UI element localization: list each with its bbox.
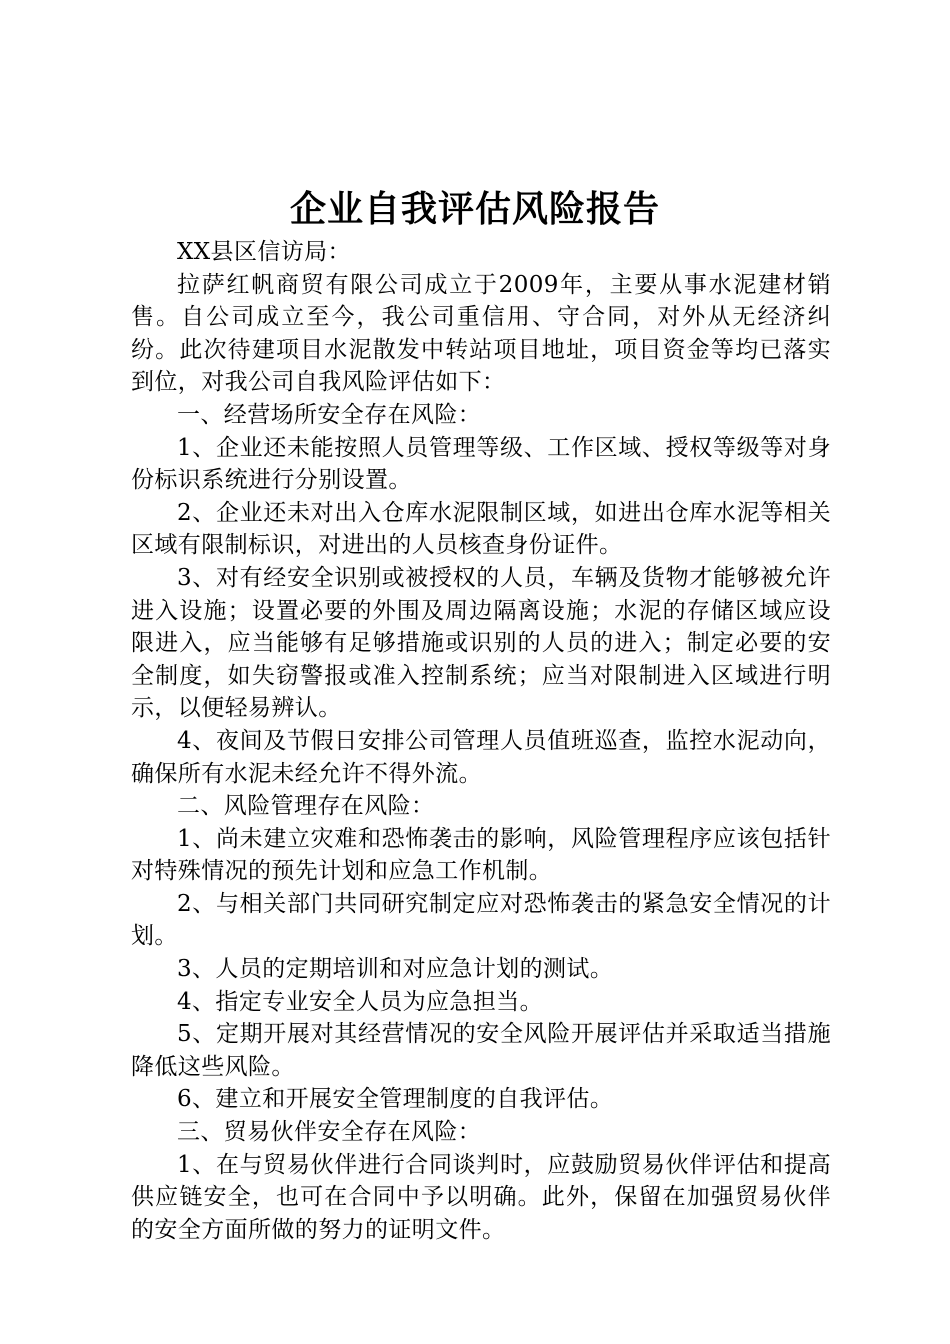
section-heading-2: 二、风险管理存在风险： [177, 793, 435, 820]
section-2-item-2: 2、与相关部门共同研究制定应对恐怖袭击的紧急安全情况的计划。 [131, 890, 831, 950]
section-1-item-2: 2、企业还未对出入仓库水泥限制区域，如进出仓库水泥等相关区域有限制标识，对进出的人员核查身份证件。 [131, 499, 831, 559]
section-2-item-6: 6、建立和开展安全管理制度的自我评估。 [177, 1086, 614, 1113]
section-heading-1: 一、经营场所安全存在风险： [177, 401, 482, 428]
section-2-item-5: 5、定期开展对其经营情况的安全风险开展评估并采取适当措施降低这些风险。 [131, 1021, 831, 1080]
document-body [131, 236, 831, 1246]
intro-paragraph: 拉萨红帆商贸有限公司成立于2009年，主要从事水泥建材销售。自公司成立至今，我公司重信用、守合同，对外从无经济纠纷。此次待建项目水泥散发中转站项目地址，项目资金等均已落实到位，对我公司自我风险评估如下： [131, 271, 831, 396]
section-3-item-1: 1、在与贸易伙伴进行合同谈判时，应鼓励贸易伙伴评估和提高供应链安全，也可在合同中予以明确。此外，保留在加强贸易伙伴的安全方面所做的努力的证明文件。 [131, 1151, 831, 1243]
section-2-item-1: 1、尚未建立灾难和恐怖袭击的影响，风险管理程序应该包括针对特殊情况的预先计划和应急工作机制。 [131, 825, 831, 885]
section-1-item-1: 1、企业还未能按照人员管理等级、工作区域、授权等级等对身份标识系统进行分别设置。 [131, 434, 831, 494]
section-heading-3: 三、贸易伙伴安全存在风险： [177, 1119, 482, 1146]
section-1-item-3: 3、对有经安全识别或被授权的人员，车辆及货物才能够被允许进入设施；设置必要的外围及周边隔离设施；水泥的存储区域应设限进入，应当能够有足够措施或识别的人员的进入；制定必要的安全制度，如失窃警报或准入控制系统；应当对限制进入区域进行明示，以便轻易辨认。 [131, 564, 831, 722]
salutation: XX县区信访局： [177, 239, 351, 265]
section-2-item-4: 4、指定专业安全人员为应急担当。 [177, 988, 544, 1015]
document-title: 企业自我评估风险报告 [289, 188, 660, 230]
section-1-item-4: 4、夜间及节假日安排公司管理人员值班巡查，监控水泥动向，确保所有水泥未经允许不得外流。 [131, 727, 831, 787]
section-2-item-3: 3、人员的定期培训和对应急计划的测试。 [177, 956, 614, 983]
